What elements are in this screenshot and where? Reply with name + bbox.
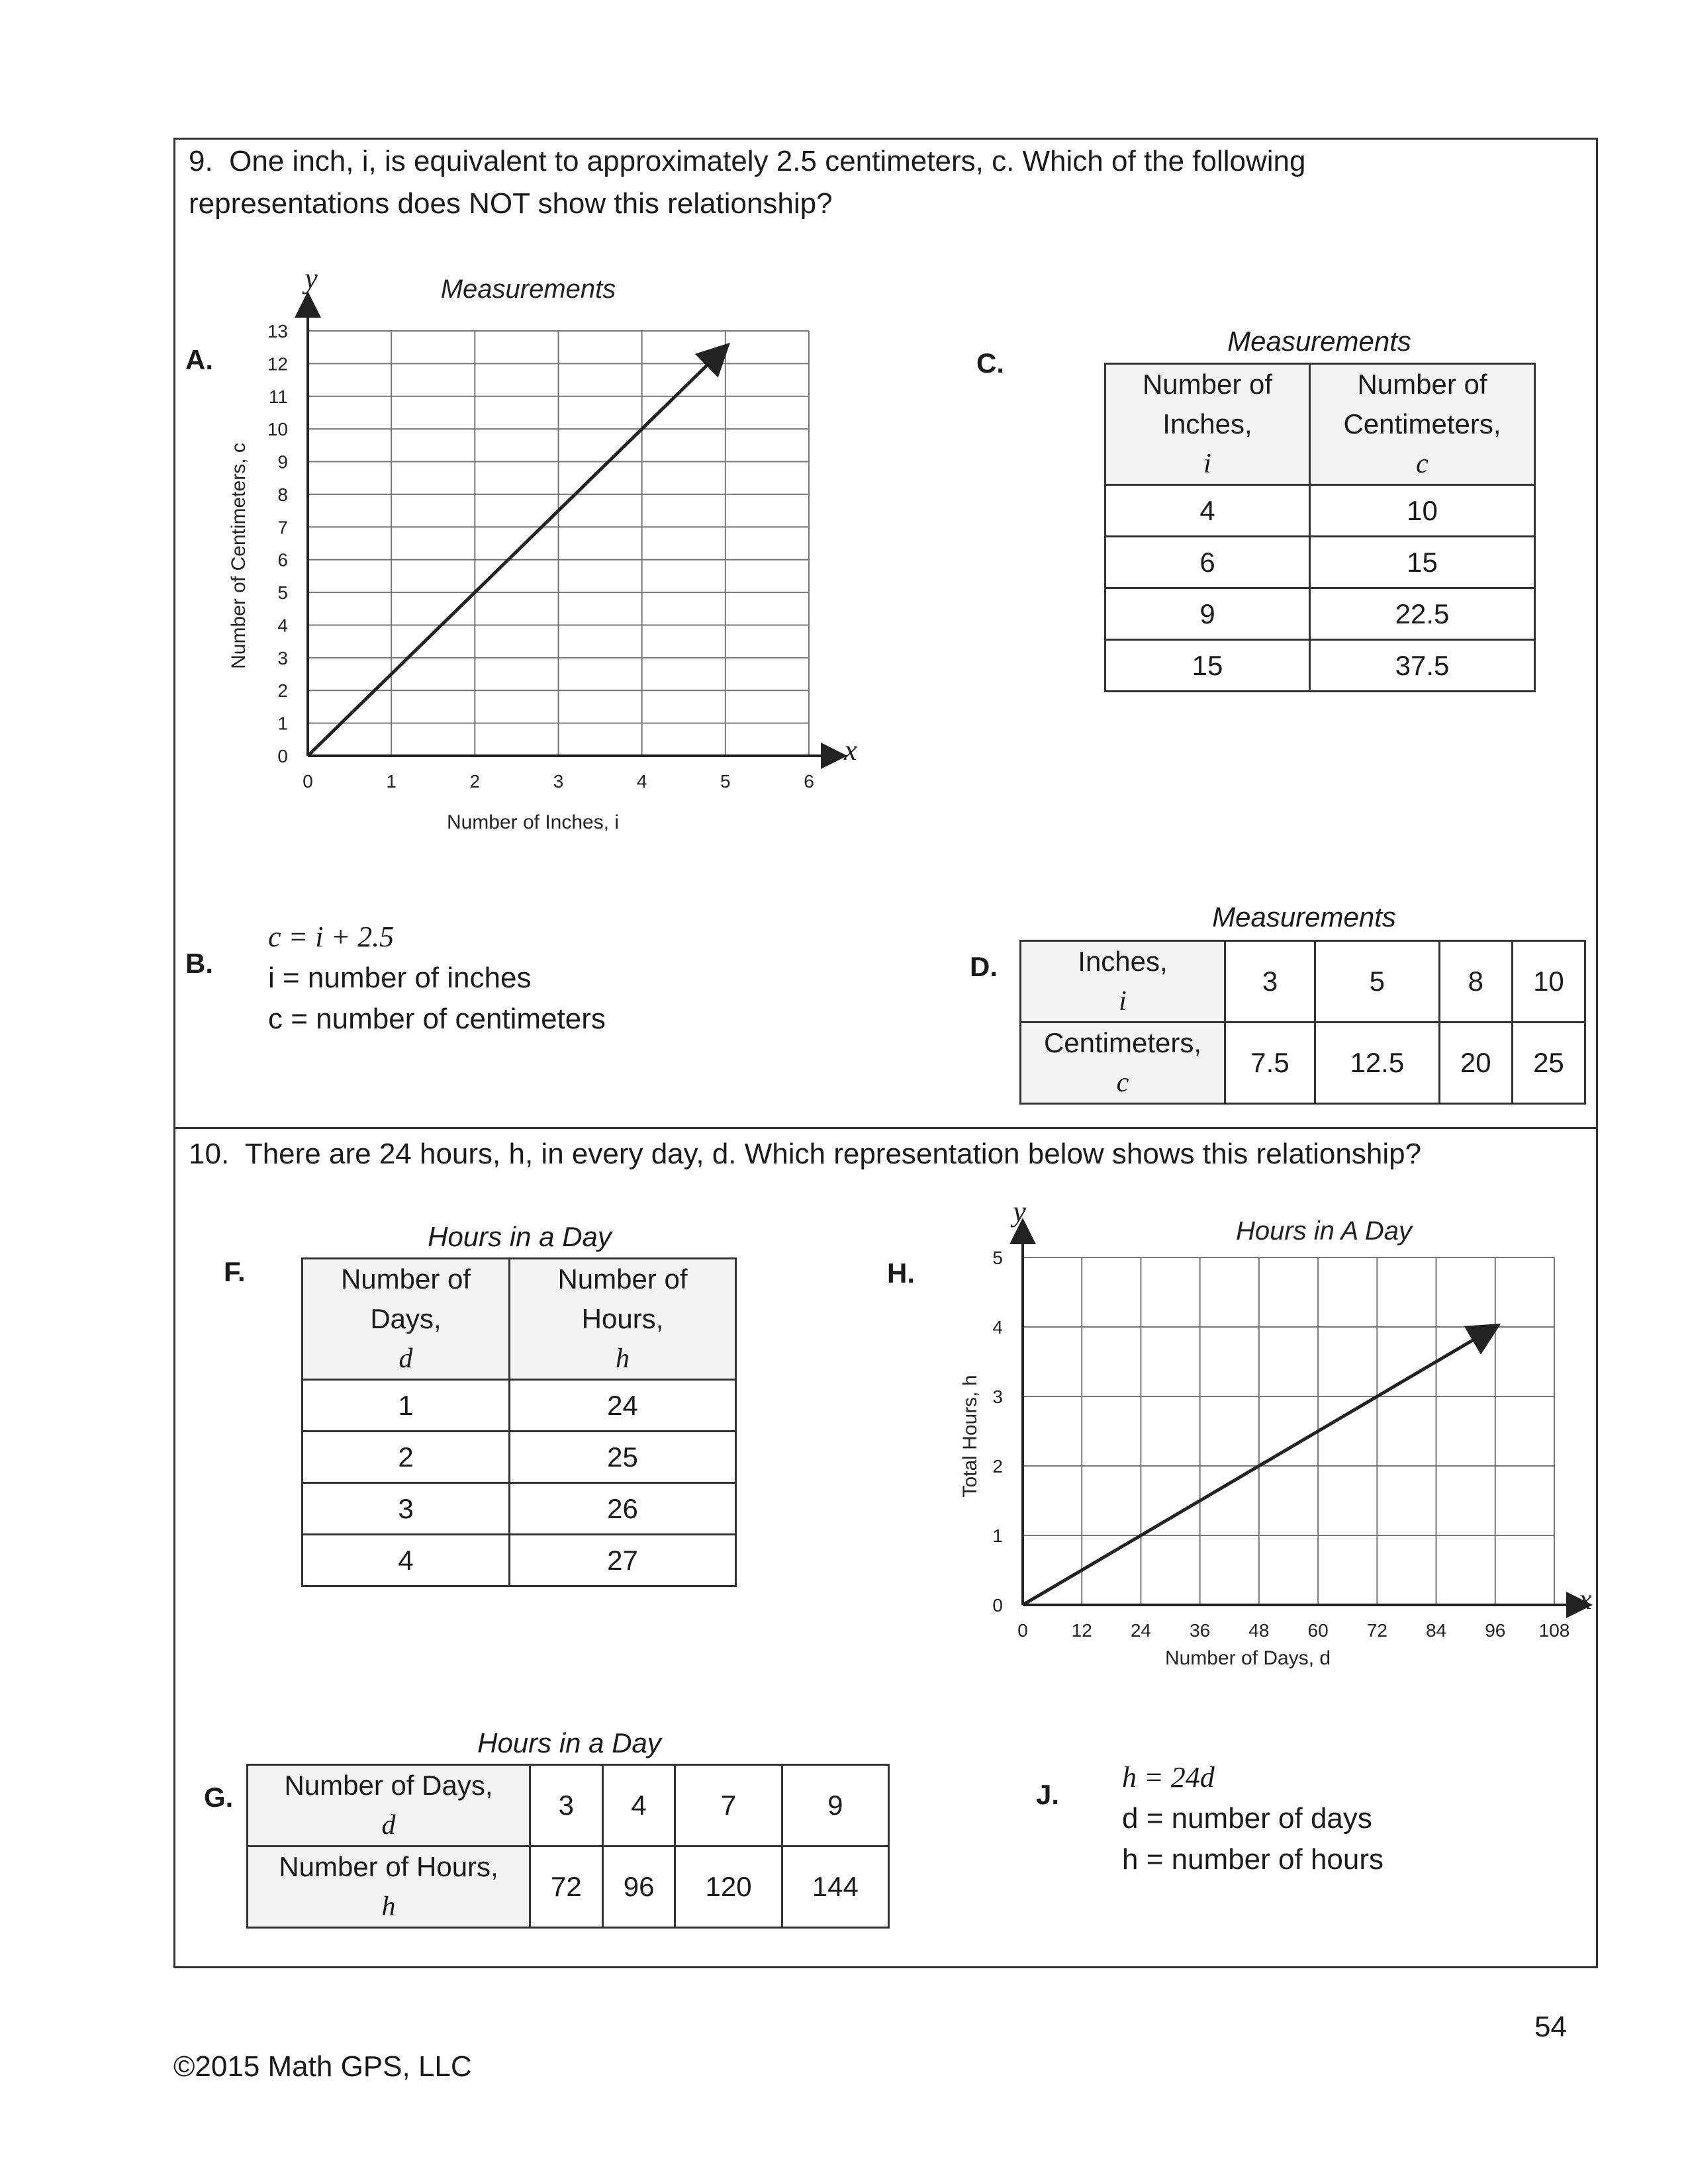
option-a-label[interactable]: A. bbox=[185, 344, 213, 375]
x-tick-label: 84 bbox=[1425, 1620, 1447, 1641]
header-variable: i bbox=[1119, 986, 1127, 1017]
option-c-label[interactable]: C. bbox=[976, 347, 1004, 379]
option-d-label[interactable]: D. bbox=[970, 951, 998, 982]
option-c-title: Measurements bbox=[1227, 326, 1411, 357]
table-row bbox=[303, 1535, 736, 1586]
y-tick-label: 8 bbox=[277, 484, 288, 505]
option-b-label[interactable]: B. bbox=[185, 948, 213, 979]
chart-a-y-letter: y bbox=[305, 265, 318, 295]
table-cell: 120 bbox=[675, 1846, 782, 1928]
table-row bbox=[1021, 941, 1585, 1023]
x-tick-label: 5 bbox=[720, 771, 731, 792]
y-tick-label: 3 bbox=[277, 647, 288, 668]
header-line: Hours, bbox=[581, 1303, 664, 1334]
option-b-def1: i = number of inches bbox=[268, 962, 532, 994]
y-tick-label: 2 bbox=[277, 680, 288, 702]
q9-prompt bbox=[189, 140, 1579, 225]
table-cell: 12.5 bbox=[1315, 1023, 1439, 1104]
x-tick-label: 48 bbox=[1248, 1620, 1270, 1641]
header-variable: c bbox=[1416, 449, 1429, 479]
table-row-header bbox=[1021, 1023, 1225, 1104]
x-tick-label: 4 bbox=[636, 771, 647, 792]
table-cell: 10 bbox=[1310, 485, 1535, 537]
table-row bbox=[303, 1432, 736, 1483]
x-tick-label: 2 bbox=[469, 771, 481, 792]
chart-h-title: Hours in A Day bbox=[1235, 1216, 1413, 1246]
option-d-table bbox=[1019, 940, 1586, 1105]
header-variable: h bbox=[616, 1343, 630, 1374]
table-row bbox=[303, 1380, 736, 1432]
y-tick-label: 10 bbox=[267, 419, 288, 440]
question-divider bbox=[173, 1127, 1598, 1129]
option-b-def2: c = number of centimeters bbox=[268, 1003, 606, 1035]
table-cell: 3 bbox=[1225, 941, 1315, 1023]
table-row bbox=[248, 1765, 889, 1846]
option-j-equation: h = 24d bbox=[1122, 1761, 1215, 1794]
header-line: Number of bbox=[340, 1263, 471, 1295]
y-tick-label: 0 bbox=[992, 1595, 1003, 1615]
table-header-cell bbox=[303, 1259, 510, 1380]
y-tick-label: 0 bbox=[277, 746, 288, 766]
option-c-table bbox=[1104, 363, 1536, 692]
chart-a-xlabel: Number of Inches, i bbox=[446, 811, 620, 833]
x-tick-label: 72 bbox=[1366, 1620, 1387, 1641]
y-tick-label: 4 bbox=[992, 1317, 1003, 1338]
q9-number: 9. bbox=[189, 145, 213, 177]
header-variable: d bbox=[399, 1343, 413, 1374]
x-tick-label: 12 bbox=[1071, 1620, 1092, 1641]
table-header-row bbox=[1105, 364, 1535, 485]
header-line: Number of Hours, bbox=[279, 1851, 498, 1882]
y-tick-label: 11 bbox=[268, 386, 288, 407]
y-tick-label: 7 bbox=[277, 517, 288, 538]
option-f-table bbox=[301, 1257, 737, 1587]
table-cell: 7.5 bbox=[1225, 1023, 1315, 1104]
q10-text: There are 24 hours, h, in every day, d. Which representation below shows this relationship? bbox=[244, 1138, 1422, 1170]
table-cell: 22.5 bbox=[1310, 588, 1535, 640]
chart-h bbox=[947, 1195, 1609, 1684]
y-tick-label: 2 bbox=[992, 1456, 1003, 1477]
option-h-label[interactable]: H. bbox=[887, 1257, 915, 1289]
option-j-def2: h = number of hours bbox=[1122, 1843, 1384, 1876]
table-cell: 3 bbox=[303, 1483, 510, 1535]
x-tick-label: 60 bbox=[1307, 1620, 1329, 1641]
y-tick-label: 4 bbox=[277, 615, 288, 636]
y-tick-label: 1 bbox=[992, 1525, 1003, 1546]
table-row bbox=[1105, 537, 1535, 588]
table-cell: 144 bbox=[782, 1846, 888, 1928]
table-cell: 5 bbox=[1315, 941, 1439, 1023]
table-row-header bbox=[248, 1765, 530, 1846]
q9-text-line1: One inch, i, is equivalent to approximately 2.5 centimeters, c. Which of the following bbox=[229, 145, 1306, 177]
header-variable: h bbox=[381, 1891, 396, 1922]
header-line: Number of bbox=[557, 1263, 688, 1295]
table-cell: 9 bbox=[1105, 588, 1310, 640]
chart-h-x-letter: x bbox=[1579, 1583, 1592, 1615]
table-cell: 3 bbox=[530, 1765, 603, 1846]
x-tick-label: 3 bbox=[553, 771, 564, 792]
table-header-cell bbox=[1310, 364, 1535, 485]
table-header-cell bbox=[1105, 364, 1310, 485]
x-tick-label: 108 bbox=[1538, 1620, 1570, 1641]
table-row-header bbox=[248, 1846, 530, 1928]
y-tick-label: 5 bbox=[277, 582, 288, 604]
header-line: Inches, bbox=[1162, 408, 1252, 439]
chart-h-xlabel: Number of Days, d bbox=[1164, 1647, 1331, 1669]
y-tick-label: 3 bbox=[992, 1387, 1003, 1407]
chart-a-ylabel: Number of Centimeters, c bbox=[228, 443, 250, 669]
table-row bbox=[303, 1483, 736, 1535]
table-cell: 15 bbox=[1105, 640, 1310, 692]
header-line: Centimeters, bbox=[1043, 1027, 1202, 1058]
header-variable: c bbox=[1116, 1068, 1129, 1098]
header-line: Days, bbox=[370, 1303, 442, 1334]
x-tick-label: 36 bbox=[1190, 1620, 1211, 1641]
table-row bbox=[1105, 588, 1535, 640]
q10-number: 10. bbox=[189, 1138, 230, 1170]
option-g-label[interactable]: G. bbox=[204, 1782, 234, 1813]
table-cell: 96 bbox=[602, 1846, 675, 1928]
table-cell: 24 bbox=[510, 1380, 736, 1432]
table-cell: 10 bbox=[1512, 941, 1585, 1023]
x-tick-label: 0 bbox=[1017, 1620, 1028, 1641]
table-cell: 7 bbox=[675, 1765, 782, 1846]
option-g-table bbox=[246, 1764, 890, 1929]
option-j-label[interactable]: J. bbox=[1036, 1779, 1060, 1810]
table-row bbox=[248, 1846, 889, 1928]
table-header-row bbox=[303, 1259, 736, 1380]
option-f-label[interactable]: F. bbox=[224, 1256, 246, 1287]
table-row-header bbox=[1021, 941, 1225, 1023]
q9-text-line2: representations does NOT show this relationship? bbox=[189, 187, 833, 220]
q10-prompt bbox=[189, 1133, 1579, 1175]
y-tick-label: 5 bbox=[992, 1248, 1003, 1268]
page-number: 54 bbox=[1534, 2011, 1567, 2043]
table-cell: 4 bbox=[1105, 485, 1310, 537]
chart-a-x-letter: x bbox=[844, 734, 857, 766]
table-cell: 25 bbox=[1512, 1023, 1585, 1104]
option-d-title: Measurements bbox=[1212, 901, 1396, 933]
y-tick-label: 6 bbox=[277, 549, 288, 570]
table-cell: 20 bbox=[1439, 1023, 1512, 1104]
table-cell: 15 bbox=[1310, 537, 1535, 588]
option-b-equation: c = i + 2.5 bbox=[268, 921, 395, 953]
table-cell: 25 bbox=[510, 1432, 736, 1483]
table-row bbox=[1105, 485, 1535, 537]
option-b-equation-block bbox=[268, 917, 606, 1040]
header-line: Inches, bbox=[1078, 946, 1168, 977]
table-cell: 1 bbox=[303, 1380, 510, 1432]
header-variable: d bbox=[381, 1810, 396, 1841]
x-tick-label: 1 bbox=[386, 771, 397, 792]
y-tick-label: 9 bbox=[277, 451, 288, 473]
x-tick-label: 96 bbox=[1485, 1620, 1506, 1641]
header-line: Number of bbox=[1142, 369, 1273, 400]
table-cell: 6 bbox=[1105, 537, 1310, 588]
option-j-def1: d = number of days bbox=[1122, 1802, 1372, 1835]
x-tick-label: 24 bbox=[1130, 1620, 1152, 1641]
table-cell: 2 bbox=[303, 1432, 510, 1483]
header-line: Number of Days, bbox=[284, 1770, 493, 1801]
y-tick-label: 13 bbox=[267, 321, 288, 341]
table-cell: 9 bbox=[782, 1765, 888, 1846]
copyright: ©2015 Math GPS, LLC bbox=[173, 2050, 472, 2083]
y-tick-label: 1 bbox=[277, 713, 288, 734]
table-row bbox=[1105, 640, 1535, 692]
table-cell: 4 bbox=[303, 1535, 510, 1586]
table-header-cell bbox=[510, 1259, 736, 1380]
x-tick-label: 6 bbox=[804, 771, 814, 792]
table-cell: 27 bbox=[510, 1535, 736, 1586]
chart-a-title: Measurements bbox=[440, 275, 616, 304]
y-tick-label: 12 bbox=[267, 353, 288, 375]
option-j-equation-block bbox=[1122, 1757, 1383, 1880]
chart-a bbox=[218, 265, 880, 847]
table-cell: 37.5 bbox=[1310, 640, 1535, 692]
table-cell: 26 bbox=[510, 1483, 736, 1535]
table-cell: 8 bbox=[1439, 941, 1512, 1023]
table-cell: 72 bbox=[530, 1846, 603, 1928]
header-line: Centimeters, bbox=[1343, 408, 1501, 439]
table-cell: 4 bbox=[602, 1765, 675, 1846]
chart-h-y-letter: y bbox=[1013, 1195, 1026, 1228]
option-f-title: Hours in a Day bbox=[428, 1221, 612, 1252]
data-line bbox=[308, 347, 726, 756]
x-tick-label: 0 bbox=[303, 771, 313, 792]
table-row bbox=[1021, 1023, 1585, 1104]
chart-h-ylabel: Total Hours, h bbox=[959, 1375, 981, 1498]
option-g-title: Hours in a Day bbox=[477, 1727, 661, 1758]
header-variable: i bbox=[1203, 449, 1211, 479]
header-line: Number of bbox=[1357, 369, 1487, 400]
